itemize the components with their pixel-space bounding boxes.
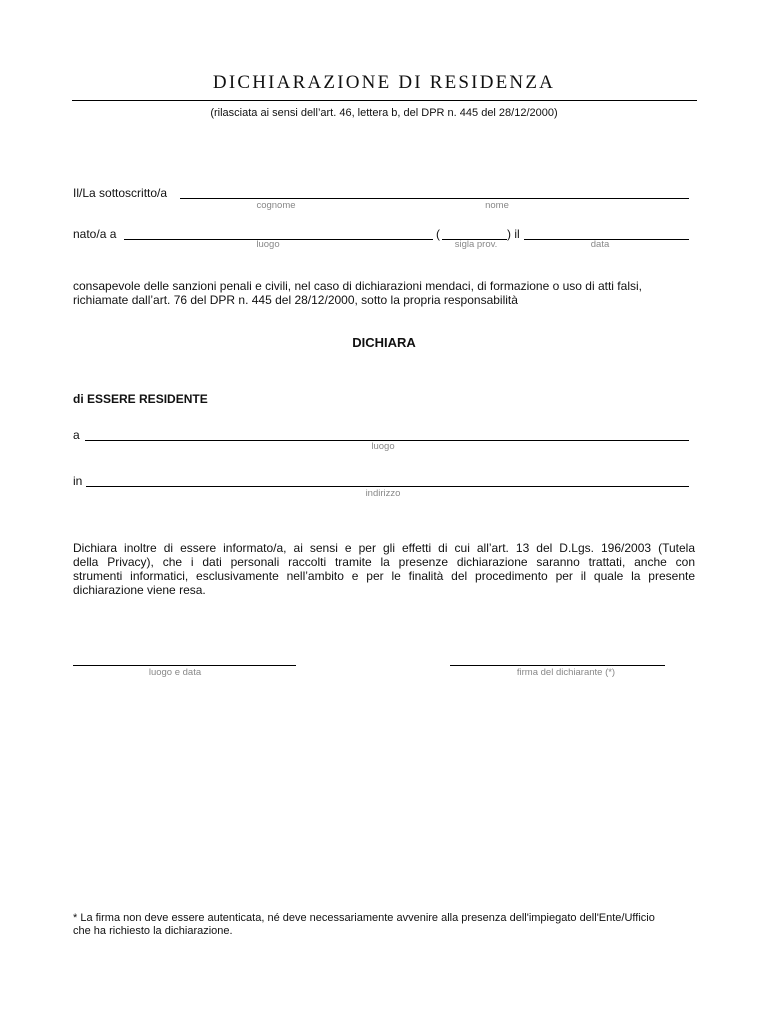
subscriber-label: Il/La sottoscritto/a xyxy=(73,186,168,200)
hint-sigla-prov: sigla prov. xyxy=(454,239,498,250)
document-subtitle: (rilasciata ai sensi dell’art. 46, lettera b, del DPR n. 445 del 28/12/2000) xyxy=(210,107,558,119)
paren-open: ( xyxy=(436,227,440,241)
title-underline xyxy=(72,100,697,101)
hint-luogo-residence: luogo xyxy=(371,441,395,452)
privacy-line-4: dichiarazione viene resa. xyxy=(73,583,206,597)
residence-a-label: a xyxy=(73,428,80,442)
residence-in-label: in xyxy=(73,474,83,488)
footnote-line-2: che ha richiesto la dichiarazione. xyxy=(73,925,233,937)
hint-place-date: luogo e data xyxy=(148,667,202,678)
footnote-line-1: * La firma non deve essere autenticata, né deve necessariamente avvenire alla presenza dell'impiegato dell'Ente/Ufficio xyxy=(73,912,655,924)
hint-luogo-birth: luogo xyxy=(256,239,280,250)
hint-data: data xyxy=(590,239,610,250)
privacy-line-3: strumenti informatici, esclusivamente nell’ambito e per le finalità del procedimento per il quale la presente xyxy=(73,569,695,583)
birth-label: nato/a a xyxy=(73,227,117,241)
awareness-line-2: richiamate dall’art. 76 del DPR n. 445 del 28/12/2000, sotto la propria responsabilità xyxy=(73,293,518,307)
place-date-signature-field[interactable] xyxy=(73,665,296,666)
hint-cognome: cognome xyxy=(256,200,296,211)
hint-indirizzo: indirizzo xyxy=(365,488,401,499)
paren-close-il: ) il xyxy=(507,227,520,241)
hint-nome: nome xyxy=(485,200,509,211)
residence-address-field[interactable] xyxy=(86,486,689,487)
residence-heading: di ESSERE RESIDENTE xyxy=(73,392,208,406)
document-title: DICHIARAZIONE DI RESIDENZA xyxy=(212,72,556,93)
privacy-line-2: della Privacy), che i dati personali raccolti tramite la presenze dichiarazione saranno trattati, anche con xyxy=(73,555,695,569)
declarant-signature-field[interactable] xyxy=(450,665,665,666)
declares-heading: DICHIARA xyxy=(352,335,416,350)
awareness-line-1: consapevole delle sanzioni penali e civili, nel caso di dichiarazioni mendaci, di formazione o uso di atti falsi, xyxy=(73,279,642,293)
hint-signature: firma del dichiarante (*) xyxy=(516,667,616,678)
subscriber-name-field[interactable] xyxy=(180,198,689,199)
privacy-line-1: Dichiara inoltre di essere informato/a, ai sensi e per gli effetti di cui all’art. 13 del D.Lgs. 196/2003 (Tutela xyxy=(73,541,695,555)
